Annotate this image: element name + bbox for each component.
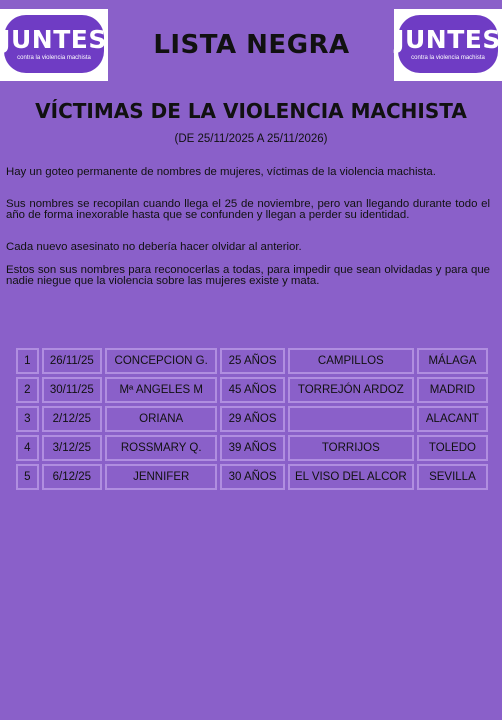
victim-town: EL VISO DEL ALCOR (288, 464, 414, 490)
victim-date: 30/11/25 (42, 377, 102, 403)
victim-town (288, 406, 414, 432)
logo-tagline: contra la violencia machista (17, 54, 91, 61)
victim-date: 26/11/25 (42, 348, 102, 374)
victim-number: 1 (16, 348, 39, 374)
victim-province: ALACANT (417, 406, 488, 432)
victim-age: 29 AÑOS (220, 406, 284, 432)
victim-province: MADRID (417, 377, 488, 403)
logo-tagline: contra la violencia machista (411, 54, 485, 61)
logo-word: JUNTES (1, 24, 107, 54)
juntes-logo-left (0, 9, 108, 81)
intro-paragraph-4: Estos son sus nombres para reconocerlas a todas, para impedir que sean olvidadas y para que nadie niegue que la violencia sobre las mujeres existe y mata. (6, 264, 490, 287)
victim-age: 39 AÑOS (220, 435, 284, 461)
victim-number: 2 (16, 377, 39, 403)
intro-paragraph-2: Sus nombres se recopilan cuando llega el 25 de noviembre, pero van llegando durante todo el año de forma inexorable hasta que se confunden y llegan a perder su identidad. (6, 198, 490, 221)
victim-number: 4 (16, 435, 39, 461)
victim-name: CONCEPCION G. (105, 348, 217, 374)
victim-town: CAMPILLOS (288, 348, 414, 374)
victim-date: 3/12/25 (42, 435, 102, 461)
victim-name: ORIANA (105, 406, 217, 432)
intro-paragraph-1: Hay un goteo permanente de nombres de mujeres, víctimas de la violencia machista. (6, 166, 436, 178)
table-row (16, 348, 488, 374)
table-row (16, 464, 488, 490)
victim-name: JENNIFER (105, 464, 217, 490)
victim-age: 45 AÑOS (220, 377, 284, 403)
period-subtitle: (DE 25/11/2025 A 25/11/2026) (174, 133, 328, 145)
juntes-logo-right (394, 9, 502, 81)
victim-name: Mª ANGELES M (105, 377, 217, 403)
table-row (16, 406, 488, 432)
victim-age: 30 AÑOS (220, 464, 284, 490)
victim-town: TORRIJOS (288, 435, 414, 461)
intro-paragraph-3: Cada nuevo asesinato no debería hacer olvidar al anterior. (6, 241, 302, 253)
victim-age: 25 AÑOS (220, 348, 284, 374)
title-bar (110, 9, 393, 81)
logo-word: JUNTES (395, 24, 501, 54)
logo-badge (1, 15, 107, 73)
victim-number: 3 (16, 406, 39, 432)
victim-date: 2/12/25 (42, 406, 102, 432)
headline: VÍCTIMAS DE LA VIOLENCIA MACHISTA (35, 99, 467, 123)
victim-town: TORREJÓN ARDOZ (288, 377, 414, 403)
victim-province: SEVILLA (417, 464, 488, 490)
table-row (16, 435, 488, 461)
victim-number: 5 (16, 464, 39, 490)
page-title: LISTA NEGRA (153, 30, 350, 60)
table-row (16, 377, 488, 403)
victim-name: ROSSMARY Q. (105, 435, 217, 461)
logo-badge (395, 15, 501, 73)
victim-province: TOLEDO (417, 435, 488, 461)
victims-table (13, 345, 491, 493)
victim-province: MÁLAGA (417, 348, 488, 374)
victim-date: 6/12/25 (42, 464, 102, 490)
